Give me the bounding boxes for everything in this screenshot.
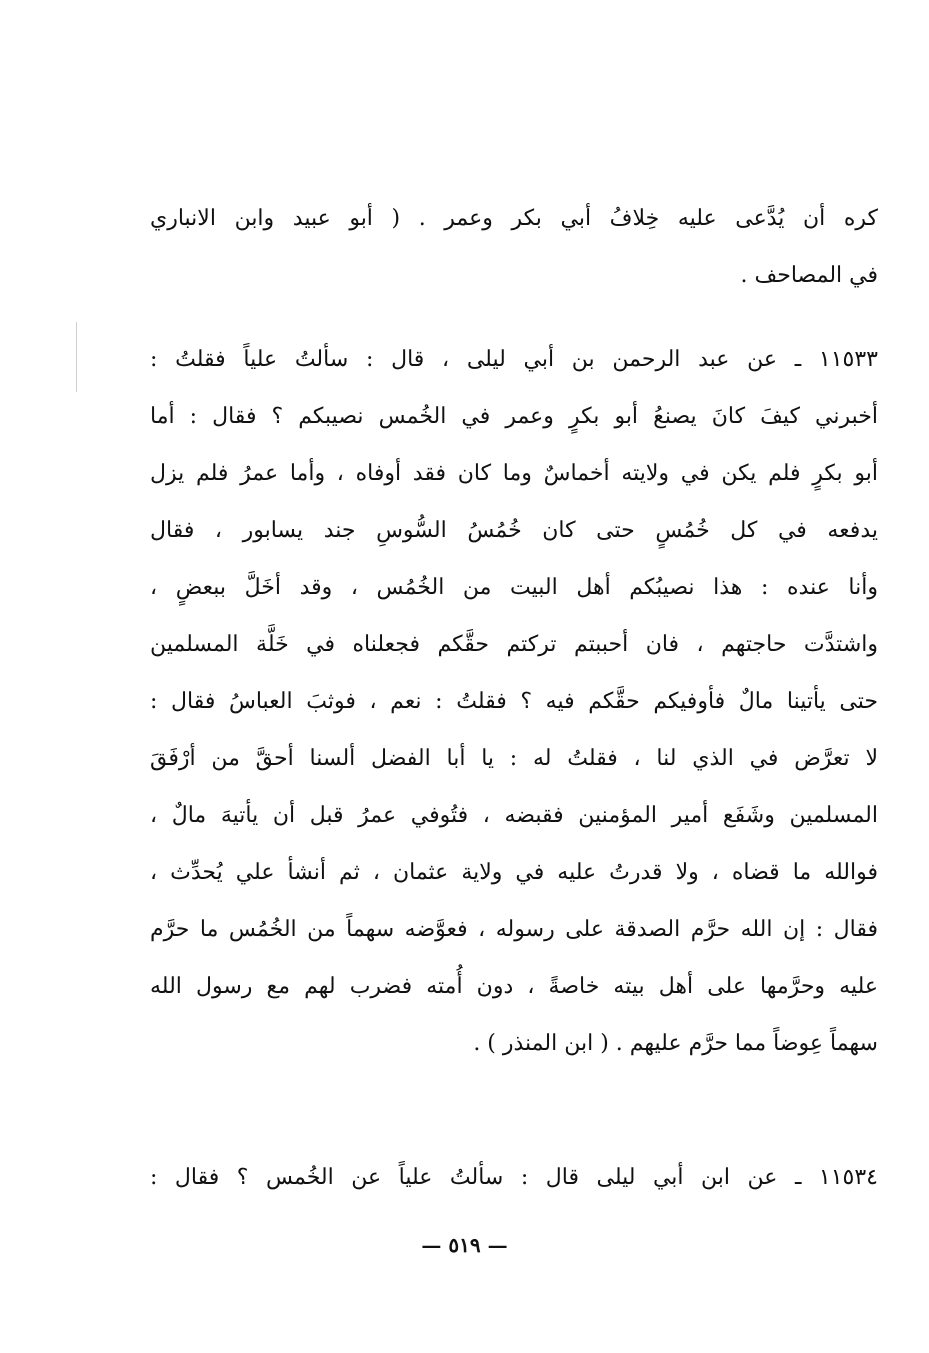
text-line: يدفعه في كل خُمُسٍ حتى كان خُمُسُ السُّوسِ جند يسابور ، فقال	[150, 518, 878, 543]
margin-mark	[76, 322, 77, 392]
text-line: وأنا عنده : هذا نصيبُكم أهل البيت من الخُمُس ، وقد أخَلَّ ببعضٍ ،	[150, 575, 878, 600]
text-line: المسلمين وشَفَع أمير المؤمنين فقبضه ، فتُوفي عمرُ قبل أن يأتيهَ مالٌ ،	[150, 803, 878, 828]
text-line: أخبرني كيفَ كانَ يصنعُ أبو بكرٍ وعمر في الخُمس نصيبكم ؟ فقال : أما	[150, 404, 878, 429]
text-line: في المصاحف .	[740, 263, 878, 288]
text-line: ١١٥٣٣ ـ عن عبد الرحمن بن أبي ليلى ، قال : سألتُ علياً فقلتُ :	[150, 347, 878, 372]
paragraph-hadith-11534	[150, 1149, 878, 1206]
text-line: سهماً عِوضاً مما حرَّم عليهم . ( ابن المنذر ) .	[473, 1031, 878, 1056]
text-line: أبو بكرٍ فلم يكن في ولايته أخماسٌ وما كان فقد أوفاه ، وأما عمرُ فلم يزل	[150, 461, 878, 486]
text-line: كره أن يُدَّعى عليه خِلافُ أبي بكر وعمر . ( أبو عبيد وابن الانباري	[150, 206, 878, 231]
paragraph-continuation	[150, 190, 878, 304]
text-line: فوالله ما قضاه ، ولا قدرتُ عليه في ولاية عثمان ، ثم أنشأ علي يُحدِّث ،	[150, 860, 878, 885]
text-line: واشتدَّت حاجتهم ، فان أحببتم تركتم حقَّكم فجعلناه في خَلَّة المسلمين	[150, 632, 878, 657]
text-line: لا تعرَّض في الذي لنا ، فقلتُ له : يا أبا الفضل ألسنا أحقَّ من أرْفَقَ	[150, 746, 878, 771]
paragraph-hadith-11533	[150, 331, 878, 1072]
text-line: فقال : إن الله حرَّم الصدقة على رسوله ، فعوَّضه سهماً من الخُمُس ما حرَّم	[150, 917, 878, 942]
text-line: ١١٥٣٤ ـ عن ابن أبي ليلى قال : سألتُ علياً عن الخُمس ؟ فقال :	[150, 1165, 878, 1190]
text-line: حتى يأتينا مالٌ فأوفيكم حقَّكم فيه ؟ فقلتُ : نعم ، فوثبَ العباسُ فقال :	[150, 689, 878, 714]
text-line: عليه وحرَّمها على أهل بيته خاصةً ، دون أُمته فضرب لهم مع رسول الله	[150, 974, 878, 999]
page-number: — ٥١٩ —	[421, 1233, 508, 1257]
